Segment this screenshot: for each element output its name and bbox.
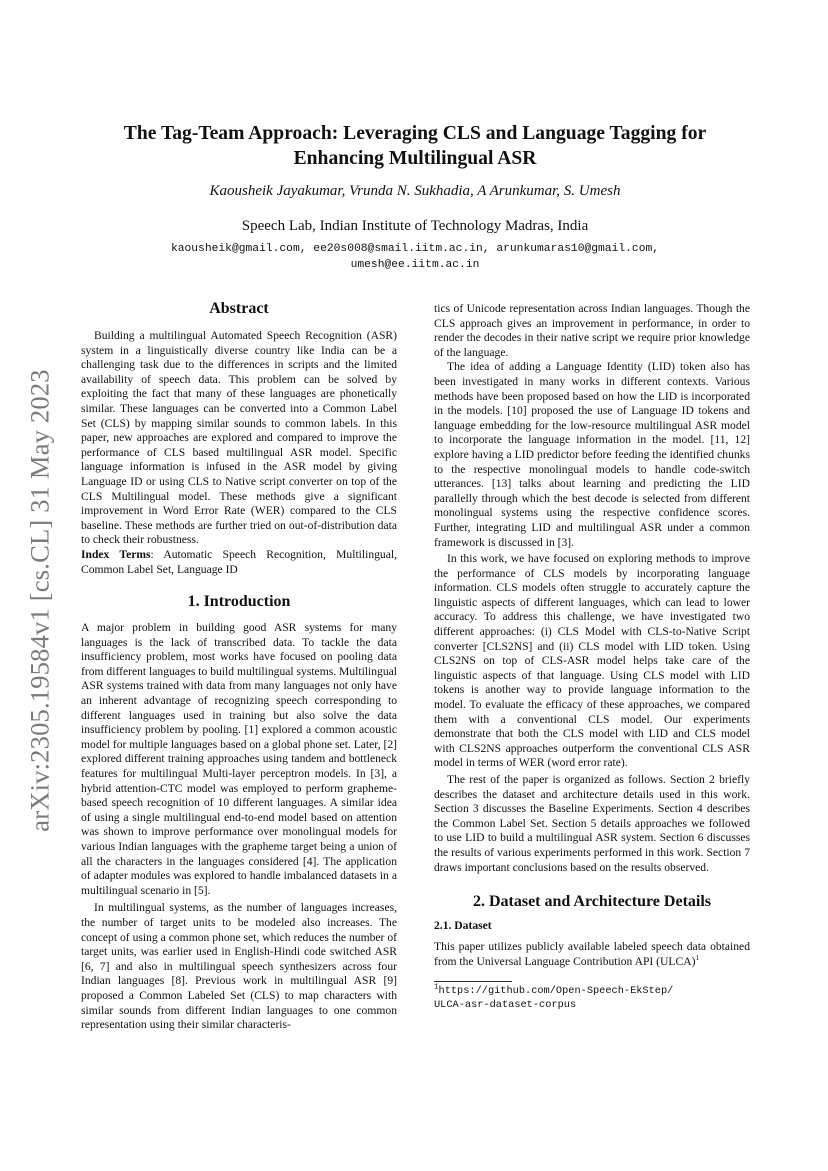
abstract-heading: Abstract [209,300,269,317]
dataset-text: This paper utilizes publicly available labeled speech data obtained from the Universal Language Contribution API (ULCA) [434,940,750,968]
abstract-text: Building a multilingual Automated Speech Recognition (ASR) system in a linguistically diverse country like India can be a challenging task due to the differences in scripts and the limited availability of speech data. This problem can be solved by exploiting the fact that many of these languages are phonetically similar. These languages can be converted into a Common Label Set (CLS) by mapping similar sounds to common labels. In this paper, new approaches are explored and compared to improve the performance of CLS based multilingual ASR model. Specific language information is infused in the ASR model by giving Language ID or using CLS to Native script converter on top of the CLS Multilingual model. These methods give a significant improvement in Word Error Rate (WER) compared to the CLS baseline. These methods are further tried on out-of-distribution data to check their robustness. [81,329,397,547]
right-column [434,302,750,1012]
author-emails [100,241,730,273]
left-column [81,300,397,1033]
affiliation: Speech Lab, Indian Institute of Technology Madras, India [241,218,589,234]
index-terms-label: Index Terms [81,547,151,561]
footnote-url-line-1: https://github.com/Open-Speech-EkStep/ [438,985,674,998]
footnote-marker: 1 [695,952,700,962]
email-line-2: umesh@ee.iitm.ac.in [350,259,480,271]
intro-paragraph-5: In this work, we have focused on exploring methods to improve the performance of CLS models by incorporating language information. CLS models often struggle to accurately capture the linguistic aspects of different languages, which can lead to lower accuracy. To address this challenge, we have investigated two different approaches: (i) CLS Model with CLS-to-Native Script converter [CLS2NS] and (ii) CLS model with LID token. Using CLS2NS on top of CLS-ASR model helps take care of the linguistic aspects of that language. Using CLS model with LID tokens is another way to provide language information to the model. To evaluate the efficacy of these approaches, we compared them with a conventional CLS model. Our experiments demonstrate that both the CLS model with LID and CLS model with CLS2NS approaches outperform the conventional CLS ASR model in terms of WER (word error rate). [434,552,750,770]
arxiv-sidebar-stamp [22,350,58,850]
footnote-url-line-2: ULCA-asr-dataset-corpus [434,999,577,1012]
intro-paragraph-4: The idea of adding a Language Identity (LID) token also has been investigated in many works in different contexts. Various methods have been proposed based on how the LID is incorporated in the models. [10] proposed the use of Language ID tokens and language embedding for the low-resource multilingual ASR model to incorporate the language information in the model. [11, 12] explore having a LID predictor before feeding the identified chunks to the respective monolingual models to handle code-switch utterances. [13] talks about learning and predicting the LID parallelly through which the best decode is selected from different monolingual systems using the respective confidence scores. Further, integrating LID and multilingual ASR under a common framework is discussed in [3]. [434,360,750,549]
paper-title: The Tag-Team Approach: Leveraging CLS and Language Tagging for Enhancing Multilingual ASR [123,123,707,169]
intro-paragraph-6: The rest of the paper is organized as follows. Section 2 briefly describes the dataset and architecture details used in this work. Section 3 discusses the Baseline Experiments. Section 4 describes the Common Label Set. Section 5 details approaches we followed to use LID to build a multilingual ASR system. Section 6 discusses the results of various experiments performed in this work. Section 7 draws important conclusions based on the results observed. [434,773,750,874]
author-list: Kaousheik Jayakumar, Vrunda N. Sukhadia, A Arunkumar, S. Umesh [209,183,621,199]
arxiv-identifier: arXiv:2305.19584v1 [cs.CL] 31 May 2023 [24,368,55,832]
footnote-number: 1 [434,983,439,992]
dataset-paragraph [434,940,750,969]
introduction-heading: 1. Introduction [187,593,291,611]
intro-paragraph-2: In multilingual systems, as the number of languages increases, the number of target units to be modeled also increases. The concept of using a common phone set, which reduces the number of target units, was earlier used in English-Hindi code switched ASR [6, 7] and also in multilingual speech synthesizers across four Indian languages [8]. Previous work in multilingual ASR [9] proposed a Common Labeled Set (CLS) to map characters with similar sounds from different Indian languages to one common representation using their similar characteris- [81,901,397,1032]
intro-paragraph-3: tics of Unicode representation across Indian languages. Though the CLS approach gives an improvement in performance, in order to render the decodes in their native script we require prior knowledge of the language. [434,302,750,359]
email-line-1: kaousheik@gmail.com, ee20s008@smail.iitm.ac.in, arunkumaras10@gmail.com, [170,243,660,255]
index-terms-text: : Automatic Speech Recognition, Multilingual, Common Label Set, Language ID [81,547,397,576]
index-terms [81,548,397,577]
section-2-1-heading: 2.1. Dataset [434,919,492,933]
footnote-divider [434,981,512,982]
footnote [434,984,750,1012]
section-2-heading: 2. Dataset and Architecture Details [472,893,712,911]
intro-paragraph-1: A major problem in building good ASR systems for many languages is the lack of transcribed data. To tackle the data insufficiency problem, most works have focused on pooling data from different languages to build multilingual systems. Multilingual ASR systems trained with data from many languages not only have an inherent advantage of recognizing speech corresponding to different languages used in training but also solve the data insufficiency problem by pooling. [1] explored a common acoustic model for multiple languages based on a global phone set. Later, [2] explored different training approaches using tandem and bottleneck features for multilingual Multi-layer perceptron models. In [3], a hybrid attention-CTC model was employed to perform grapheme-based speech recognition of 10 different languages. A similar idea of using a single multilingual end-to-end model based on attention was shown to improve performance over monolingual models for various Indian languages with the grapheme target being a union of all the characters in the languages considered [4]. The application of adapter modules was explored to handle imbalanced datasets in a multilingual scenario in [5]. [81,621,398,897]
